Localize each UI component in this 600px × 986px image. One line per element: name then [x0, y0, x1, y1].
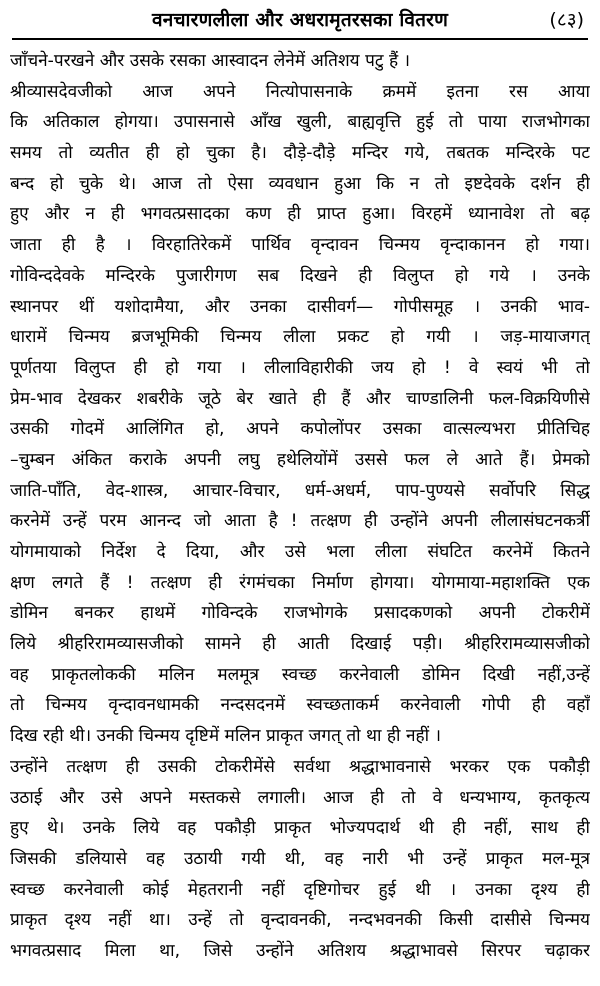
text-line: जाति-पाँति, वेद-शास्त्र, आचार-विचार, धर्म-अधर्म, पाप-पुण्यसे सर्वोपरि सिद्ध	[10, 480, 590, 501]
page-number: (८३)	[549, 9, 584, 31]
text-line: लिये श्रीहरिरामव्यासजीको सामने ही आती दिखाई पड़ी। श्रीहरिरामव्यासजीको	[10, 634, 590, 655]
text-line: स्वच्छ करनेवाली कोई मेहतरानी नहीं दृष्टिगोचर हुई थी । उनका दृश्य ही	[10, 879, 590, 900]
text-line: दिख रही थी। उनकी चिन्मय दृष्टिमें मलिन प्राकृत जगत् तो था ही नहीं ।	[10, 726, 442, 747]
chapter-title: वनचारणलीला और अधरामृतरसका वितरण	[151, 9, 449, 31]
text-line: उठाई और उसे अपने मस्तकसे लगाली। आज ही तो वे धन्यभाग्य, कृतकृत्य	[10, 787, 590, 808]
text-line: प्रेम-भाव देखकर शबरीके जूठे बेर खाते ही हैं और चाण्डालिनी फल-विक्रयिणीसे	[10, 388, 590, 409]
text-line: हुए थे। उनके लिये वह पकौड़ी प्राकृत भोज्यपदार्थ थी ही नहीं, साथ ही	[10, 818, 590, 839]
text-line: स्थानपर थीं यशोदामैया, और उनका दासीवर्ग— गोपीसमूह । उनकी भाव-	[10, 296, 590, 317]
text-line: हुए और न ही भगवत्प्रसादका कण ही प्राप्त हुआ। विरहमें ध्यानावेश तो बढ़	[10, 204, 590, 225]
text-line: जाँचने-परखने और उसके रसका आस्वादन लेनेमें अतिशय पटु हैं ।	[10, 51, 411, 71]
text-line: भगवत्प्रसाद मिला था, जिसे उन्होंने अतिशय श्रद्धाभावसे सिरपर चढ़ाकर	[10, 940, 590, 961]
text-line: तो चिन्मय वृन्दावनधामकी नन्दसदनमें स्वच्छताकर्म करनेवाली गोपी ही वहाँ	[10, 695, 590, 716]
text-line: करनेमें उन्हें परम आनन्द जो आता है ! तत्क्षण ही उन्होंने अपनी लीलासंघटनकर्त्री	[10, 511, 590, 532]
text-line: उन्होंने तत्क्षण ही उसकी टोकरीमेंसे सर्वथा श्रद्धाभावनासे भरकर एक पकौड़ी	[10, 756, 590, 777]
body-text	[10, 46, 590, 967]
text-line: प्राकृत दृश्य नहीं था। उन्हें तो वृन्दावनकी, नन्दभवनकी किसी दासीसे चिन्मय	[10, 910, 590, 931]
text-line: कि अतिकाल होगया। उपासनासे आँख खुली, बाह्यवृत्ति हुई तो पाया राजभोगका	[10, 112, 590, 133]
text-line: गोविन्ददेवके मन्दिरके पुजारीगण सब दिखने ही विलुप्त हो गये । उनके	[10, 265, 590, 286]
text-line: जिसकी डलियासे वह उठायी गयी थी, वह नारी भी उन्हें प्राकृत मल-मूत्र	[10, 848, 590, 869]
text-line: वह प्राकृतलोककी मलिन मलमूत्र स्वच्छ करनेवाली डोमिन दिखी नहीं,उन्हें	[10, 664, 590, 685]
header-divider	[12, 38, 588, 40]
text-line: योगमायाको निर्देश दे दिया, और उसे भला लीला संघटित करनेमें कितने	[10, 542, 590, 562]
text-line: पूर्णतया विलुप्त ही हो गया । लीलाविहारीकी जय हो ! वे स्वयं भी तो	[10, 357, 590, 378]
text-line: –चुम्बन अंकित कराके अपनी लघु हथेलियोंमें उससे फल ले आते हैं। प्रेमको	[10, 449, 590, 470]
text-line: श्रीव्यासदेवजीको आज अपने नित्योपासनाके क्रममें इतना रस आया	[10, 81, 590, 102]
running-header	[12, 4, 588, 40]
text-line: समय तो व्यतीत ही हो चुका है। दौड़े-दौड़े मन्दिर गये, तबतक मन्दिरके पट	[10, 143, 590, 164]
text-line: धारामें चिन्मय ब्रजभूमिकी चिन्मय लीला प्रकट हो गयी । जड़-मायाजगत्	[10, 327, 590, 348]
text-line: डोमिन बनकर हाथमें गोविन्दके राजभोगके प्रसादकणको अपनी टोकरीमें	[10, 603, 590, 624]
text-line: जाता ही है । विरहातिरेकमें पार्थिव वृन्दावन चिन्मय वृन्दाकानन हो गया।	[10, 235, 590, 256]
text-line: क्षण लगते हैं ! तत्क्षण ही रंगमंचका निर्माण होगया। योगमाया-महाशक्ति एक	[10, 572, 590, 593]
text-line: बन्द हो चुके थे। आज तो ऐसा व्यवधान हुआ कि न तो इष्टदेवके दर्शन ही	[10, 173, 590, 194]
text-line: उसकी गोदमें आलिंगित हो, अपने कपोलोंपर उसका वात्सल्यभरा प्रीतिचिह	[10, 419, 590, 440]
